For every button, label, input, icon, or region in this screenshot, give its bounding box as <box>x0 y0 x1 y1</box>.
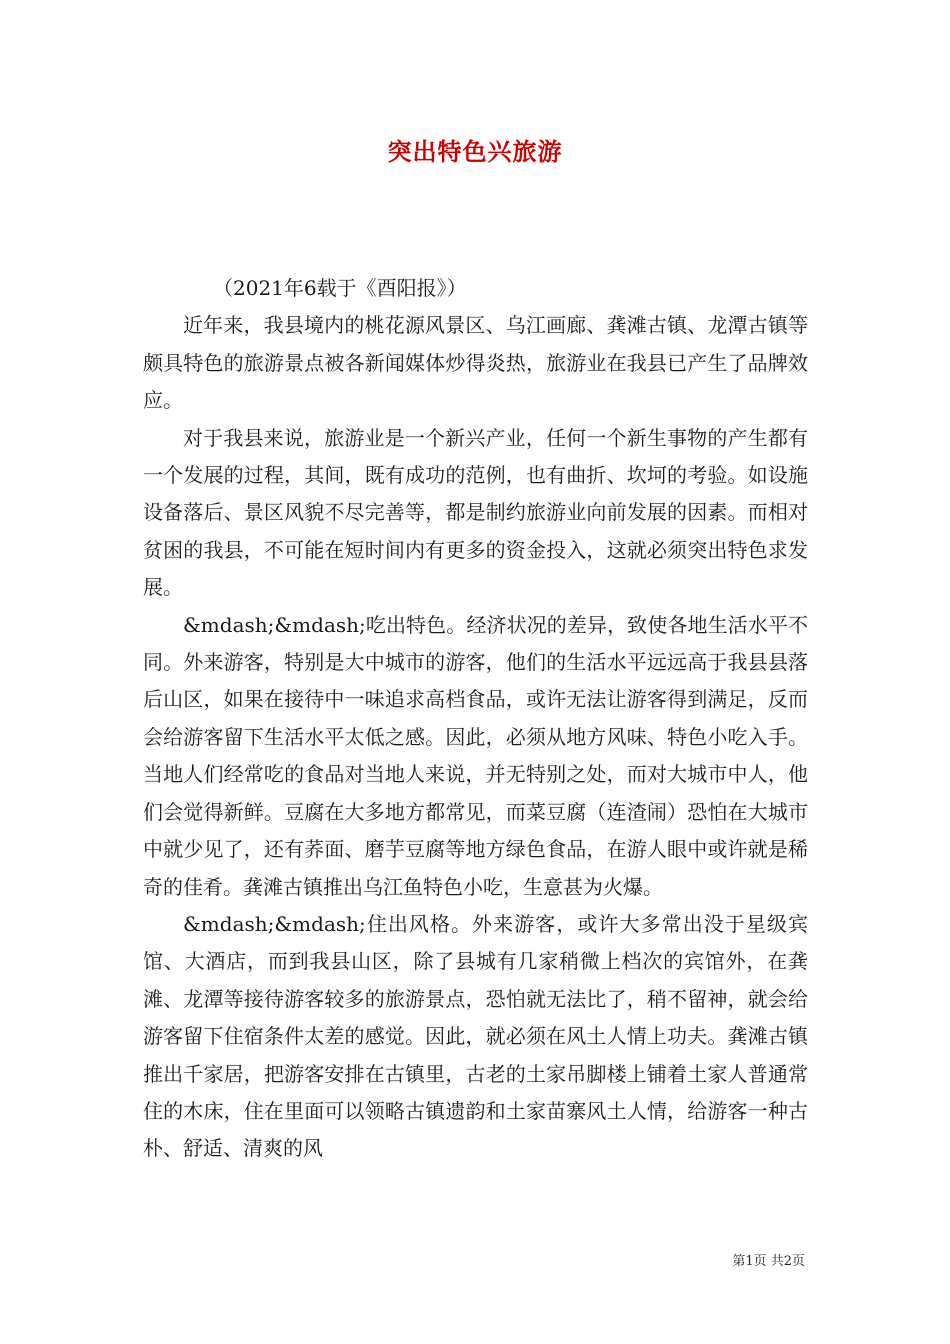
source-line: （2021年6载于《酉阳报》） <box>213 276 467 300</box>
document-title: 突出特色兴旅游 <box>387 137 563 166</box>
paragraph-food: &mdash;&mdash;吃出特色。经济状况的差异，致使各地生活水平不同。外来游客，特别是大中城市的游客，他们的生活水平远远高于我县县落后山区，如果在接待中一味追求高档食品，或许无法让游客得到满足，反而会给游客留下生活水平太低之感。因此，必须从地方风味、特色小吃入手。当地人们经常吃的食品对当地人来说，并无特别之处，而对大城市中人，他们会觉得新鲜。豆腐在大多地方都常见，而菜豆腐（连渣闹）恐怕在大城市中就少见了，还有荞面、磨芋豆腐等地方绿色食品，在游人眼中或许就是稀奇的佳肴。龚滩古镇推出乌江鱼特色小吃，生意甚为火爆。 <box>143 612 808 899</box>
paragraph-intro: 近年来，我县境内的桃花源风景区、乌江画廊、龚滩古镇、龙潭古镇等颇具特色的旅游景点被各新闻媒体炒得炎热，旅游业在我县已产生了品牌效应。 <box>143 313 808 413</box>
page-number: 第1页 共2页 <box>732 1254 805 1269</box>
paragraph-development: 对于我县来说，旅游业是一个新兴产业，任何一个新生事物的产生都有一个发展的过程，其间，既有成功的范例，也有曲折、坎坷的考验。如设施设备落后、景区风貌不尽完善等，都是制约旅游业向前发展的因素。而相对贫困的我县，不可能在短时间内有更多的资金投入，这就必须突出特色求发展。 <box>143 425 808 600</box>
document-body <box>143 270 808 1168</box>
paragraph-lodging: &mdash;&mdash;住出风格。外来游客，或许大多常出没于星级宾馆、大酒店，而到我县山区，除了县城有几家稍微上档次的宾馆外，在龚滩、龙潭等接待游客较多的旅游景点，恐怕就无法比了，稍不留神，就会给游客留下住宿条件太差的感觉。因此，就必须在风土人情上功夫。龚滩古镇推出千家居，把游客安排在古镇里，古老的土家吊脚楼上铺着土家人普通常住的木床，住在里面可以领略古镇遗韵和土家苗寨风土人情，给游客一种古朴、舒适、清爽的风 <box>143 911 808 1161</box>
